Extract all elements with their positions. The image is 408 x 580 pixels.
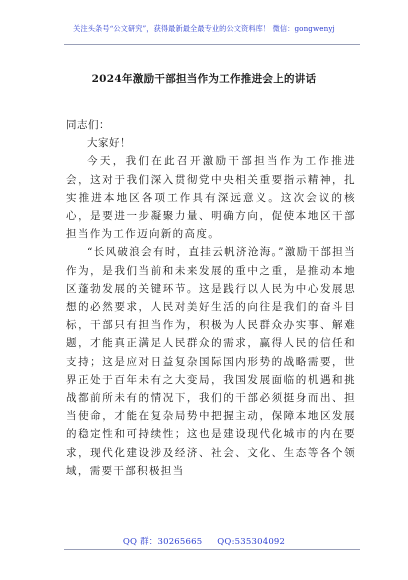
- header-banner: 关注头条号“公文研究”，获得最新最全最专业的公文资料库！ 微信：gongwenyj: [73, 24, 335, 33]
- salutation-colleagues: 同志们：: [66, 119, 110, 131]
- document-title: 2024年激励干部担当作为工作推进会上的讲话: [91, 73, 317, 85]
- footer-qq-group: QQ 群：30265665: [122, 537, 203, 547]
- footer-divider: [64, 549, 360, 550]
- paragraph: 今天，我们在此召开激励干部担当作为工作推进会，这对于我们深入贯彻党中央相关重要指示精神，扎实推进本地区各项工作具有深远意义。这次会议的核心，是要进一步凝聚力量、明确方向，促使本地区干部担当作为工作迈向新的高度。: [66, 155, 356, 241]
- footer-qq: QQ:535304092: [217, 537, 286, 547]
- footer-contact: [0, 535, 408, 547]
- header-divider: [64, 44, 360, 45]
- salutation-greeting: 大家好！: [87, 137, 131, 150]
- document-body: [66, 116, 356, 480]
- paragraph: “长风破浪会有时，直挂云帆济沧海。”激励干部担当作为，是我们当前和未来发展的重中之重，是推动本地区蓬勃发展的关键环节。这是践行以人民为中心发展思想的必然要求，人民对美好生活的向往是我们的奋斗目标，干部只有担当作为，积极为人民群众办实事、解难题，才能真正满足人民群众的需求，赢得人民的信任和支持；这是应对日益复杂国际国内形势的战略需要，世界正处于百年未有之大变局，我国发展面临的机遇和挑战都前所未有的情况下，我们的干部必须挺身而出、担当使命，才能在复杂局势中把握主动，保障本地区发展的稳定性和可持续性；这也是建设现代化城市的内在要求，现代化建设涉及经济、社会、文化、生态等各个领域，需要干部积极担当: [66, 246, 356, 477]
